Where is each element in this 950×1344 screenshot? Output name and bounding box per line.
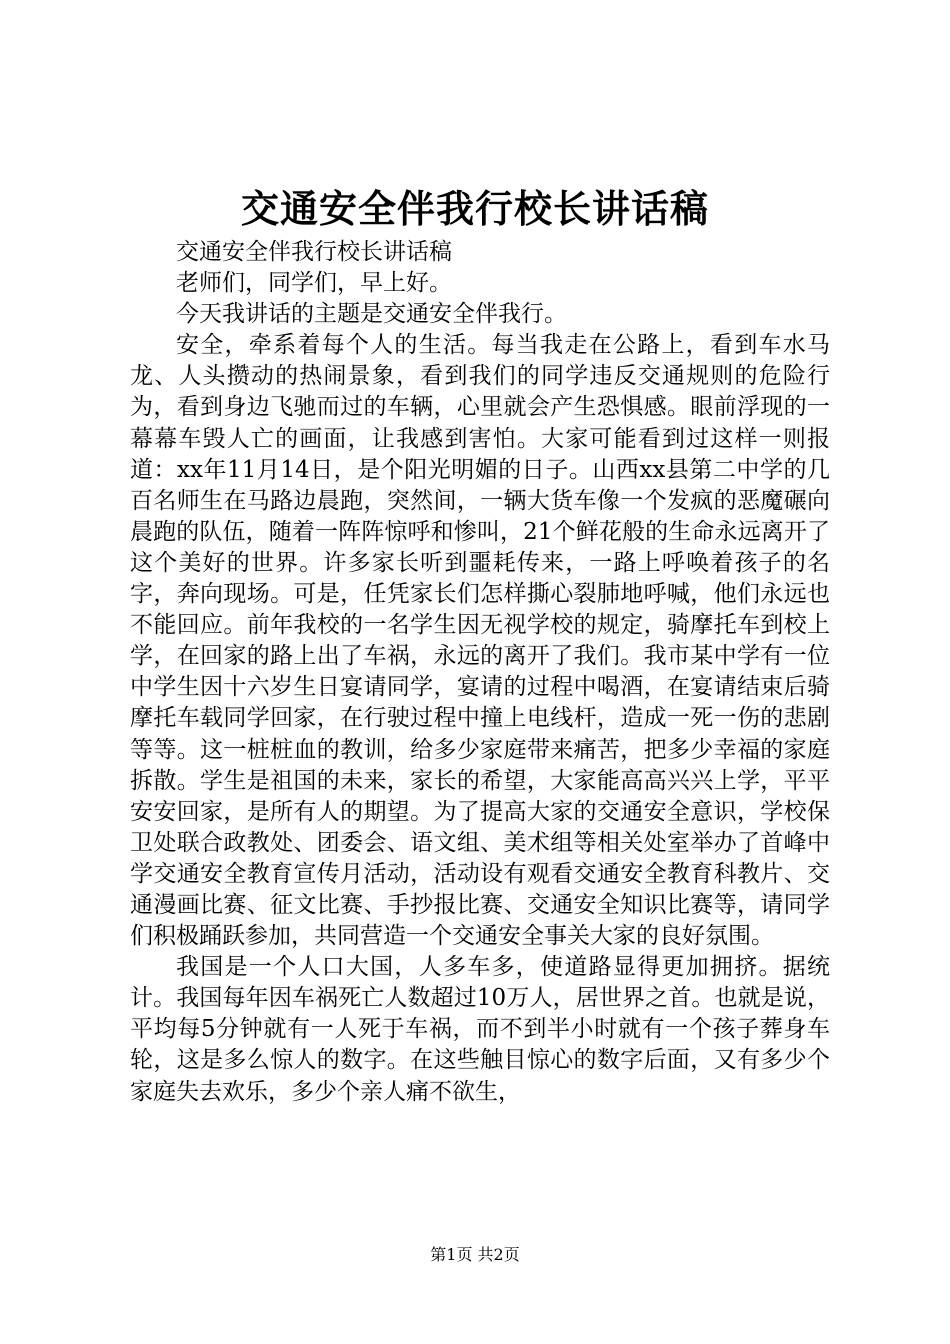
paragraph-safety-story: 安全，牵系着每个人的生活。每当我走在公路上，看到车水马龙、人头攒动的热闹景象，看到我们的同学违反交通规则的危险行为，看到身边飞驰而过的车辆，心里就会产生恐惧感。眼前浮现的一幕幕车毁人亡的画面，让我感到害怕。大家可能看到过这样一则报道：xx年11月14日，是个阳光明媚的日子。山西xx县第二中学的几百名师生在马路边晨跑，突然间，一辆大货车像一个发疯的恶魔碾向晨跑的队伍，随着一阵阵惊呼和惨叫，21个鲜花般的生命永远离开了这个美好的世界。许多家长听到噩耗传来，一路上呼唤着孩子的名字，奔向现场。可是，任凭家长们怎样撕心裂肺地呼喊，他们永远也不能回应。前年我校的一名学生因无视学校的规定，骑摩托车到校上学，在回家的路上出了车祸，永远的离开了我们。我市某中学有一位中学生因十六岁生日宴请同学，宴请的过程中喝酒，在宴请结束后骑摩托车载同学回家，在行驶过程中撞上电线杆，造成一死一伤的悲剧等等。这一桩桩血的教训，给多少家庭带来痛苦，把多少幸福的家庭拆散。学生是祖国的未来，家长的希望，大家能高高兴兴上学，平平安安回家，是所有人的期望。为了提高大家的交通安全意识，学校保卫处联合政教处、团委会、语文组、美术组等相关处室举办了首峰中学交通安全教育宣传月活动，活动设有观看交通安全教育科教片、交通漫画比赛、征文比赛、手抄报比赛、交通安全知识比赛等，请同学们积极踊跃参加，共同营造一个交通安全事关大家的良好氛围。 [130,332,830,950]
page-indicator: 第1页 共2页 [430,1245,520,1264]
paragraph-heading-repeat: 交通安全伴我行校长讲话稿 [176,239,452,265]
document-body [130,237,830,1108]
paragraph-topic: 今天我讲话的主题是交通安全伴我行。 [176,301,567,328]
paragraph-statistics: 我国是一个人口大国，人多车多，使道路显得更加拥挤。据统计。我国每年因车祸死亡人数超过10万人，居世界之首。也就是说，平均每5分钟就有一人死于车祸，而不到半小时就有一个孩子葬身车轮，这是多么惊人的数字。在这些触目惊心的数字后面，又有多少个家庭失去欢乐，多少个亲人痛不欲生， [130,954,830,1105]
document-title: 交通安全伴我行校长讲话稿 [240,186,709,231]
paragraph-greeting: 老师们，同学们，早上好。 [176,270,452,297]
